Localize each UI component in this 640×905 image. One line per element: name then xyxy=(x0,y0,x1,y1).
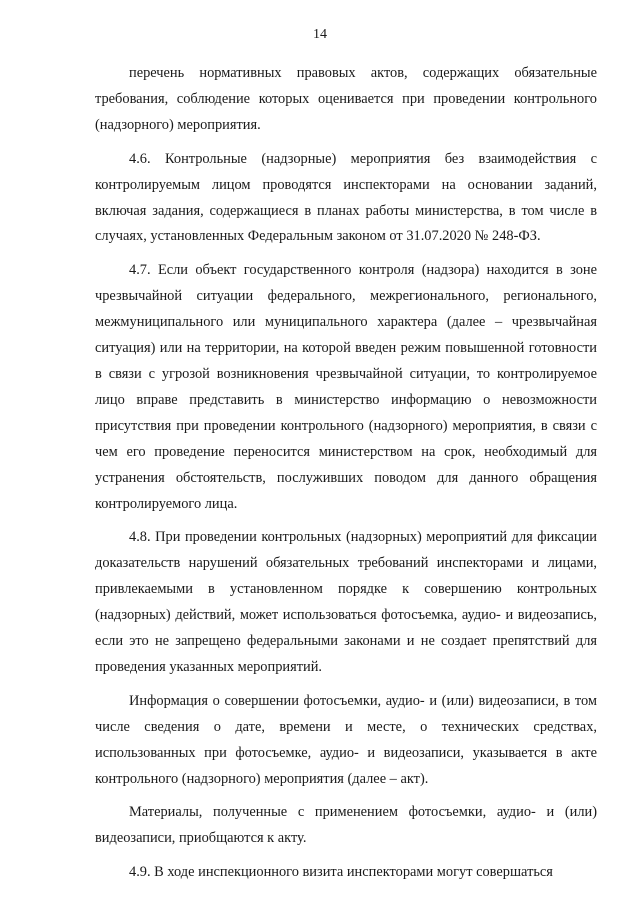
paragraph-continuation: перечень нормативных правовых актов, содержащих обязательные требования, соблюдение которых оценивается при проведении контрольного (надзорного) мероприятия. xyxy=(95,65,597,133)
paragraph-materials: Материалы, полученные с применением фотосъемки, аудио- и (или) видеозаписи, приобщаются к акту. xyxy=(95,804,597,847)
paragraph-4-8: 4.8. При проведении контрольных (надзорных) мероприятий для фиксации доказательств нарушений обязательных требований инспекторами и лицами, привлекаемыми в установленном порядке к совершению контрольных (надзорных) действий, может использоваться фотосъемка, аудио- и видеозапись, если это не запрещено федеральными законами и не создает препятствий для проведения указанных мероприятий. xyxy=(95,529,597,675)
paragraph-4-9: 4.9. В ходе инспекционного визита инспекторами могут совершаться xyxy=(129,864,553,881)
page-number: 14 xyxy=(313,27,327,42)
paragraph-4-6: 4.6. Контрольные (надзорные) мероприятия без взаимодействия с контролируемым лицом проводятся инспекторами на основании заданий, включая задания, содержащиеся в планах работы министерства, в том числе в случаях, установленных Федеральным законом от 31.07.2020 № 248-ФЗ. xyxy=(95,150,597,245)
paragraph-photo-info: Информация о совершении фотосъемки, аудио- и (или) видеозаписи, в том числе сведения о дате, времени и месте, о технических средствах, использованных при фотосъемке, аудио- и видеозаписи, указывается в акте контрольного (надзорного) мероприятия (далее – акт). xyxy=(95,692,597,787)
paragraph-4-7: 4.7. Если объект государственного контроля (надзора) находится в зоне чрезвычайной ситуации федерального, межрегионального, регионального, межмуниципального или муниципального характера (далее – чрезвычайная ситуация) или на территории, на которой введен режим повышенной готовности в связи с угрозой возникновения чрезвычайной ситуации, то контролируемое лицо вправе представить в министерство информацию о невозможности присутствия при проведении контрольного (надзорного) мероприятия, в связи с чем его проведение переносится министерством на срок, необходимый для устранения обстоятельств, послуживших поводом для данного обращения контролируемого лица. xyxy=(95,262,597,512)
document-body xyxy=(95,61,597,894)
